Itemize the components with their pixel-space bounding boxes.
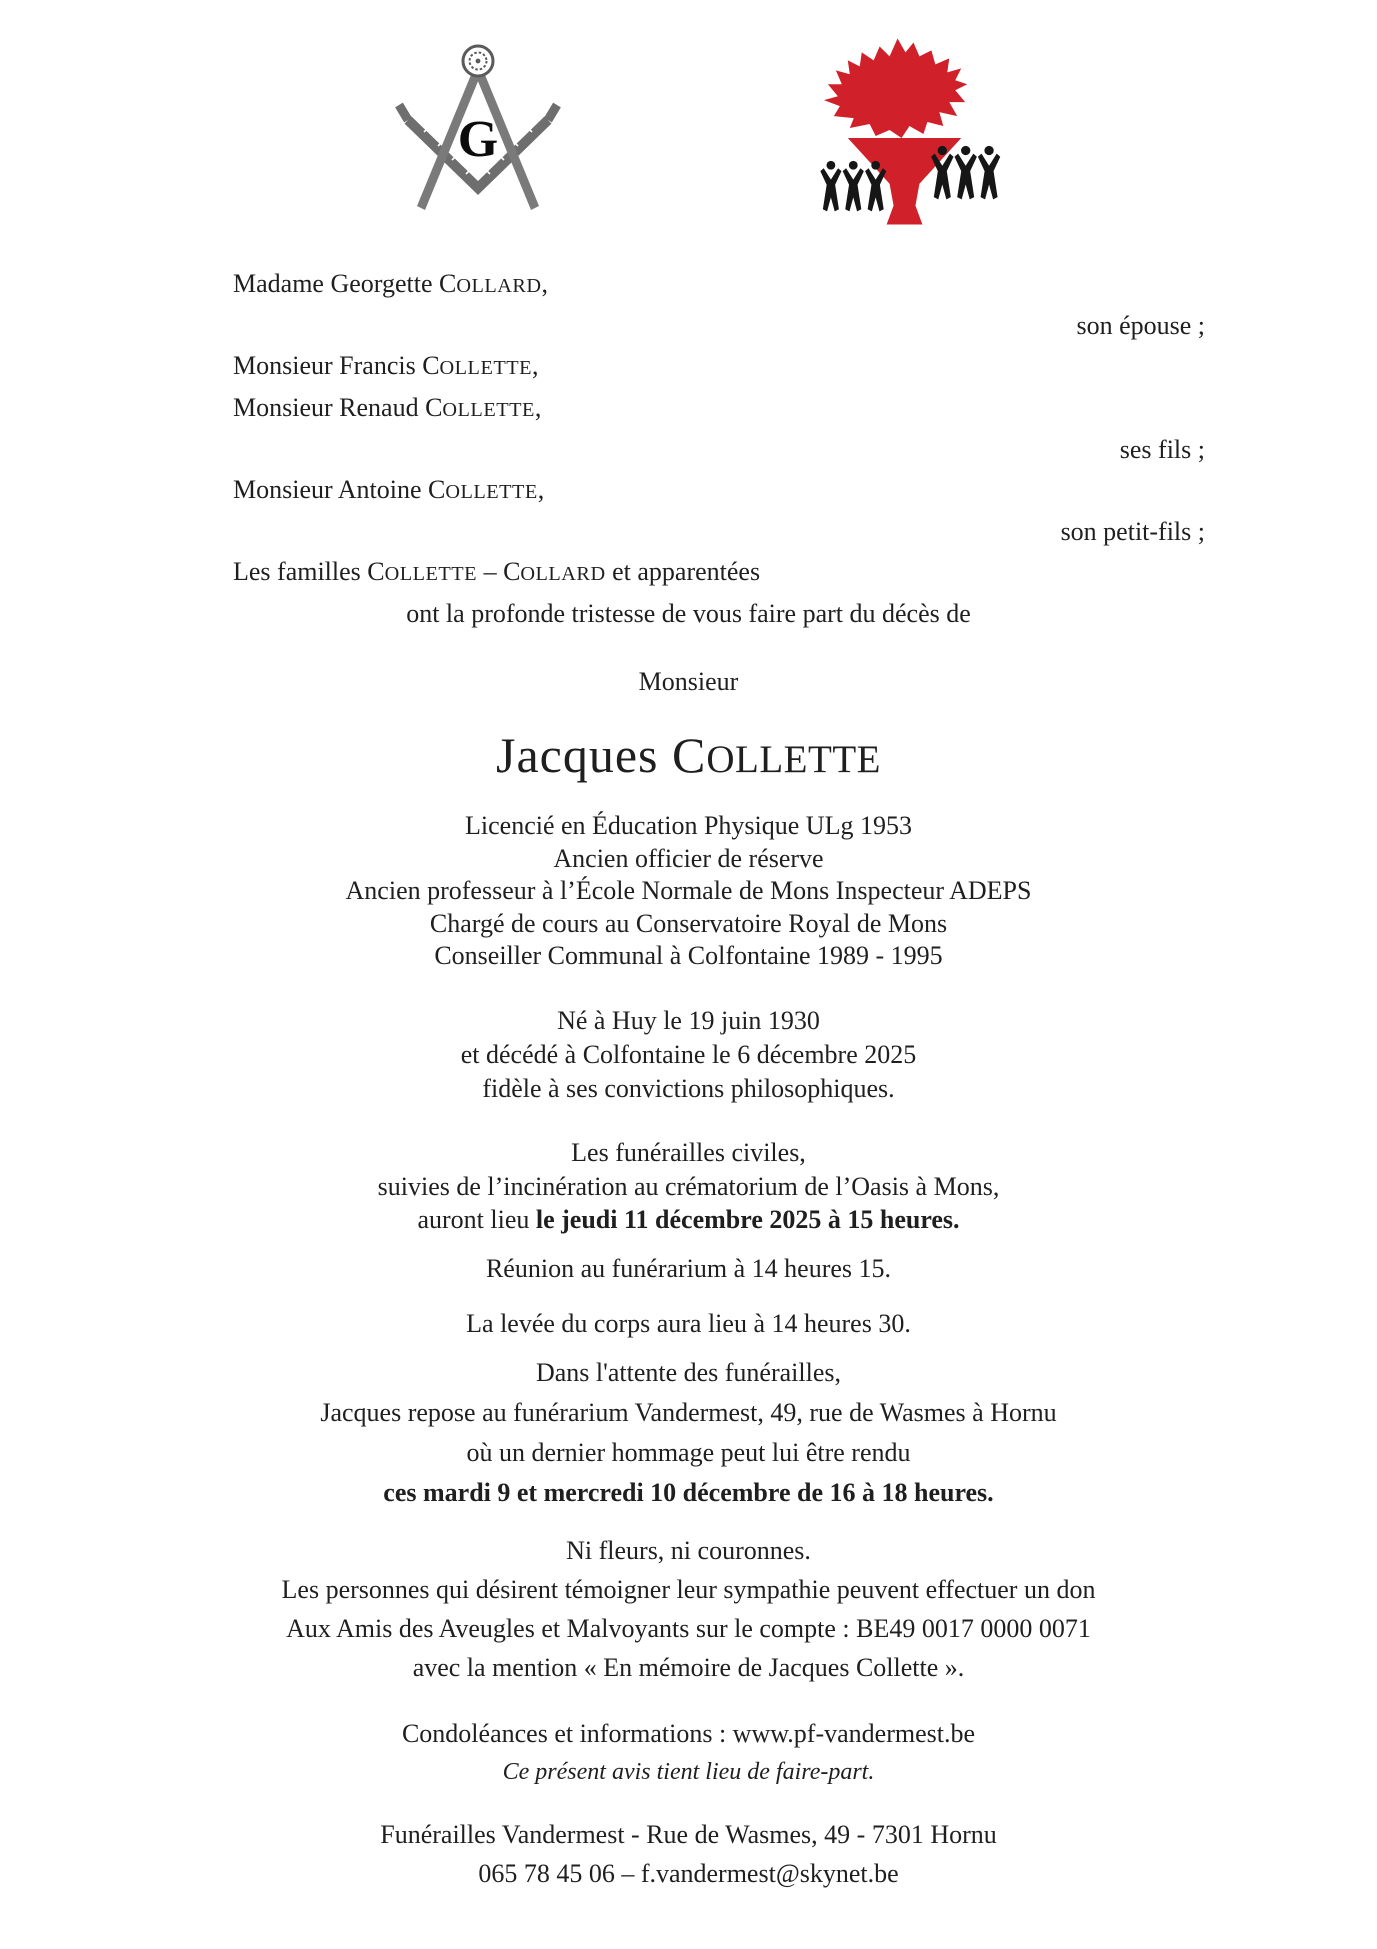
torch-figures-left: [820, 161, 886, 211]
line-levee-du-corps: La levée du corps aura lieu à 14 heures 30.: [466, 1309, 911, 1338]
line-ceremony-date: auront lieu le jeudi 11 décembre 2025 à 15 heures.: [417, 1205, 960, 1234]
title-degree: Licencié en Éducation Physique ULg 1953: [465, 811, 912, 840]
birth-death-block: [0, 1004, 1377, 1106]
masonic-square-compasses-icon: [388, 40, 568, 218]
line-incineration: suivies de l’incinération au crématorium de l’Oasis à Mons,: [377, 1171, 1000, 1201]
line-funeral-home-contact: 065 78 45 06 – f.vandermest@skynet.be: [478, 1859, 899, 1888]
masonic-letter-g: G: [457, 111, 499, 168]
line-reunion: Réunion au funérarium à 14 heures 15.: [485, 1254, 892, 1283]
line-sympathie-don: Les personnes qui désirent témoigner leur sympathie peuvent effectuer un don: [281, 1575, 1096, 1604]
condolences-block: [0, 1714, 1377, 1792]
line-condoleances-site: Condoléances et informations : www.pf-vandermest.be: [401, 1719, 976, 1748]
line-birth: Né à Huy le 19 juin 1930: [557, 1006, 820, 1035]
line-funerailles-civiles: Les funérailles civiles,: [571, 1138, 806, 1167]
line-relation-fils: ses fils ;: [1119, 435, 1205, 464]
line-son-renaud: Monsieur Renaud COLLETTE,: [233, 393, 542, 422]
line-ni-fleurs: Ni fleurs, ni couronnes.: [566, 1536, 811, 1565]
title-officer: Ancien officier de réserve: [553, 843, 824, 873]
line-les-familles: Les familles COLLETTE – COLLARD et apparentées: [233, 557, 761, 586]
line-relation-epouse: son épouse ;: [1076, 311, 1205, 340]
line-repose: Jacques repose au funérarium Vandermest, 49, rue de Wasmes à Hornu: [320, 1398, 1057, 1427]
laicite-torch-icon: [810, 38, 1004, 230]
line-hommage: où un dernier hommage peut lui être rendu: [466, 1438, 911, 1467]
line-spouse-name: Madame Georgette COLLARD,: [233, 269, 549, 298]
line-announcement: ont la profonde tristesse de vous faire part du décès de: [406, 599, 971, 628]
deceased-name-block: [0, 716, 1377, 799]
torch-figures-right: [931, 146, 1000, 199]
donations-block: [0, 1531, 1377, 1687]
line-faire-part-notice: Ce présent avis tient lieu de faire-part.: [502, 1759, 875, 1785]
family-block: [0, 264, 1377, 634]
line-civility: Monsieur: [638, 667, 739, 696]
line-mention: avec la mention « En mémoire de Jacques Collette ».: [412, 1653, 965, 1682]
line-death: et décédé à Colfontaine le 6 décembre 2025: [460, 1040, 917, 1069]
line-grandson-antoine: Monsieur Antoine COLLETTE,: [233, 475, 545, 504]
line-funeral-home-address: Funérailles Vandermest - Rue de Wasmes, 49 - 7301 Hornu: [380, 1820, 997, 1849]
deceased-name: Jacques COLLETTE: [496, 727, 881, 783]
title-lecturer: Chargé de cours au Conservatoire Royal de Mons: [429, 908, 948, 938]
line-visitation-dates: ces mardi 9 et mercredi 10 décembre de 16 à 18 heures.: [383, 1478, 994, 1507]
line-compte-bancaire: Aux Amis des Aveugles et Malvoyants sur le compte : BE49 0017 0000 0071: [286, 1614, 1091, 1643]
line-convictions: fidèle à ses convictions philosophiques.: [482, 1074, 895, 1103]
line-attente: Dans l'attente des funérailles,: [535, 1358, 842, 1387]
line-son-francis: Monsieur Francis COLLETTE,: [233, 351, 539, 380]
funeral-home-block: [0, 1815, 1377, 1893]
line-relation-petit-fils: son petit-fils ;: [1060, 517, 1205, 546]
title-councillor: Conseiller Communal à Colfontaine 1989 - 1995: [434, 941, 943, 970]
titles-block: [0, 810, 1377, 973]
ceremony-block: [0, 1136, 1377, 1237]
visitation-block: [0, 1353, 1377, 1513]
title-professor: Ancien professeur à l’École Normale de Mons Inspecteur ADEPS: [345, 876, 1032, 905]
